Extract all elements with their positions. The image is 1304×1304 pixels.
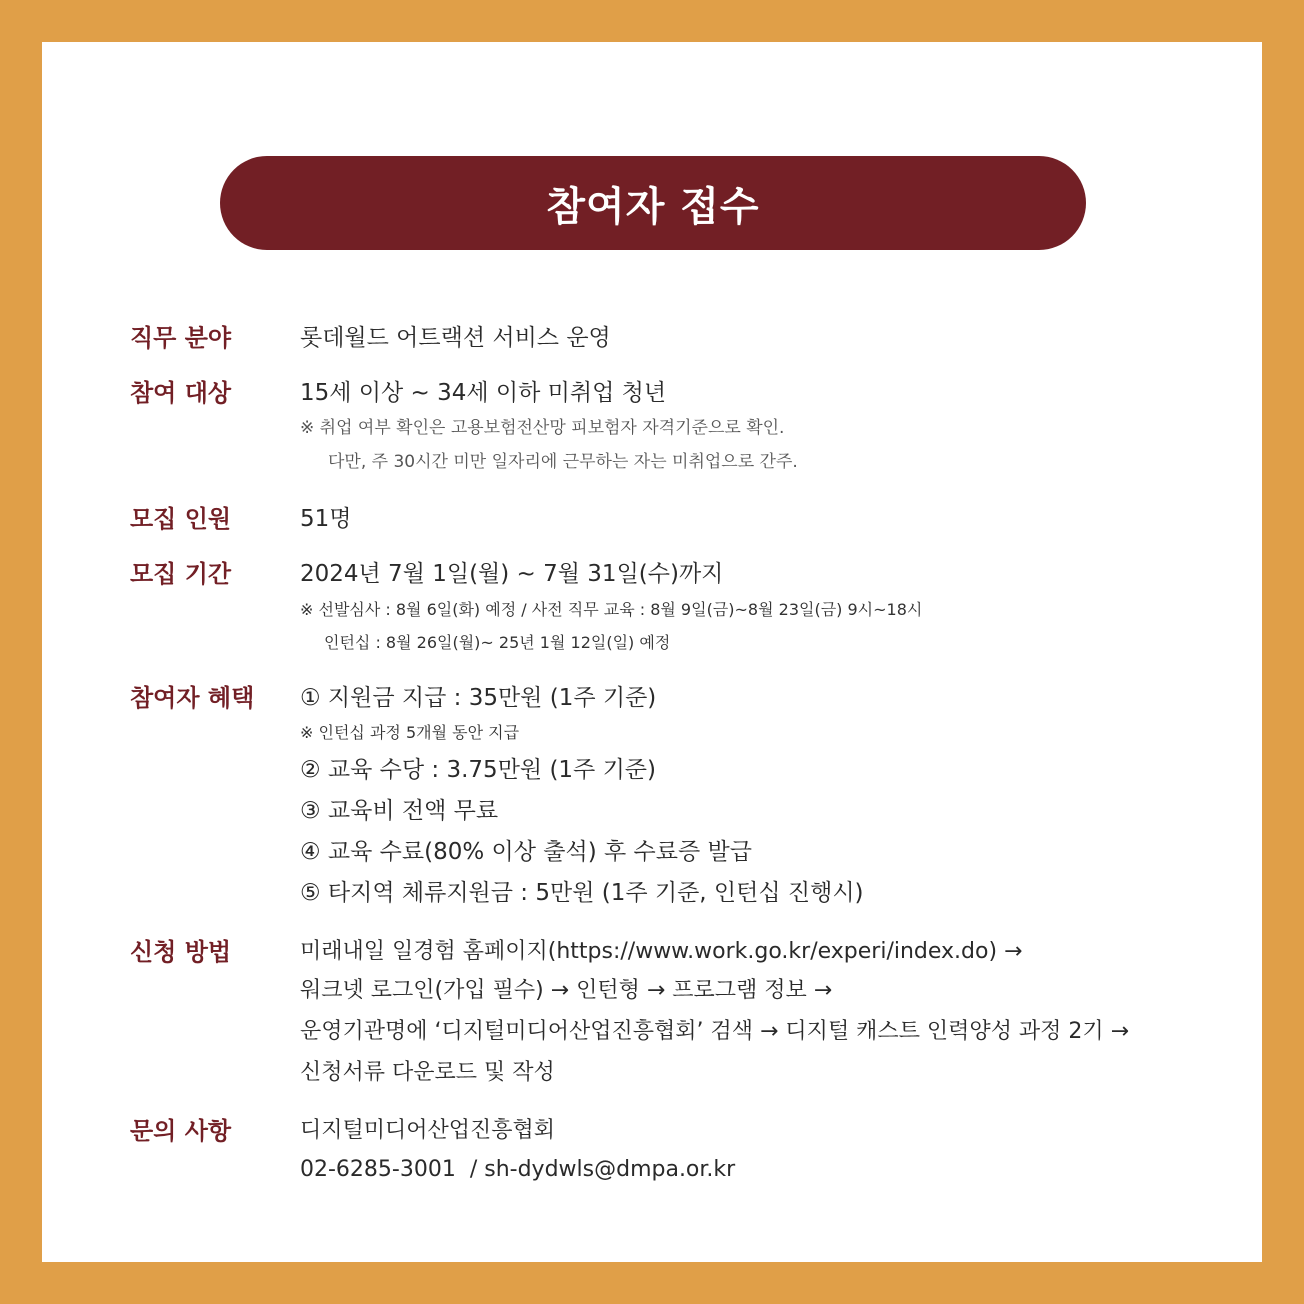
period-note-1: ※ 선발심사 : 8월 6일(화) 예정 / 사전 직무 교육 : 8월 9일(금)~8월 23일(금) 9시~18시: [300, 600, 923, 619]
target-label: 참여 대상: [130, 379, 232, 407]
apply-label: 신청 방법: [130, 938, 232, 966]
period-label: 모집 기간: [130, 560, 232, 588]
benefit-item-2: ② 교육 수당 : 3.75만원 (1주 기준): [300, 757, 656, 783]
job-field-value: 롯데월드 어트랙션 서비스 운영: [300, 325, 611, 351]
contact-org: 디지털미디어산업진흥협회: [300, 1118, 556, 1143]
benefit-item-1: ① 지원금 지급 : 35만원 (1주 기준): [300, 685, 657, 711]
apply-line-4: 신청서류 다운로드 및 작성: [300, 1060, 555, 1085]
benefit-item-4: ④ 교육 수료(80% 이상 출석) 후 수료증 발급: [300, 839, 752, 865]
target-note-1: ※ 취업 여부 확인은 고용보험전산망 피보험자 자격기준으로 확인.: [300, 418, 785, 438]
contact-phone-email: 02-6285-3001 / sh-dydwls@dmpa.or.kr: [300, 1157, 736, 1182]
target-note-2: 다만, 주 30시간 미만 일자리에 근무하는 자는 미취업으로 간주.: [328, 452, 798, 472]
period-note-2: 인턴십 : 8월 26일(월)~ 25년 1월 12일(일) 예정: [324, 633, 671, 652]
title-banner: [220, 156, 1086, 250]
contact-label: 문의 사항: [130, 1117, 232, 1145]
job-field-label: 직무 분야: [130, 324, 232, 352]
apply-line-3: 운영기관명에 ‘디지털미디어산업진흥협회’ 검색 → 디지털 캐스트 인력양성 과정 2기 →: [300, 1019, 1130, 1044]
apply-line-1: 미래내일 일경험 홈페이지(https://www.work.go.kr/experi/index.do) →: [300, 939, 1023, 964]
headcount-value: 51명: [300, 506, 352, 532]
apply-line-2: 워크넷 로그인(가입 필수) → 인턴형 → 프로그램 정보 →: [300, 978, 833, 1003]
content-card: [42, 42, 1262, 1262]
benefits-label: 참여자 혜택: [130, 684, 255, 712]
target-value: 15세 이상 ~ 34세 이하 미취업 청년: [300, 380, 667, 406]
benefit-item-5: ⑤ 타지역 체류지원금 : 5만원 (1주 기준, 인턴십 진행시): [300, 880, 864, 906]
page-title: 참여자 접수: [546, 183, 760, 230]
headcount-label: 모집 인원: [130, 505, 232, 533]
period-value: 2024년 7월 1일(월) ~ 7월 31일(수)까지: [300, 561, 724, 587]
benefit-item-1-note: ※ 인턴십 과정 5개월 동안 지급: [300, 723, 520, 742]
benefit-item-3: ③ 교육비 전액 무료: [300, 798, 499, 824]
